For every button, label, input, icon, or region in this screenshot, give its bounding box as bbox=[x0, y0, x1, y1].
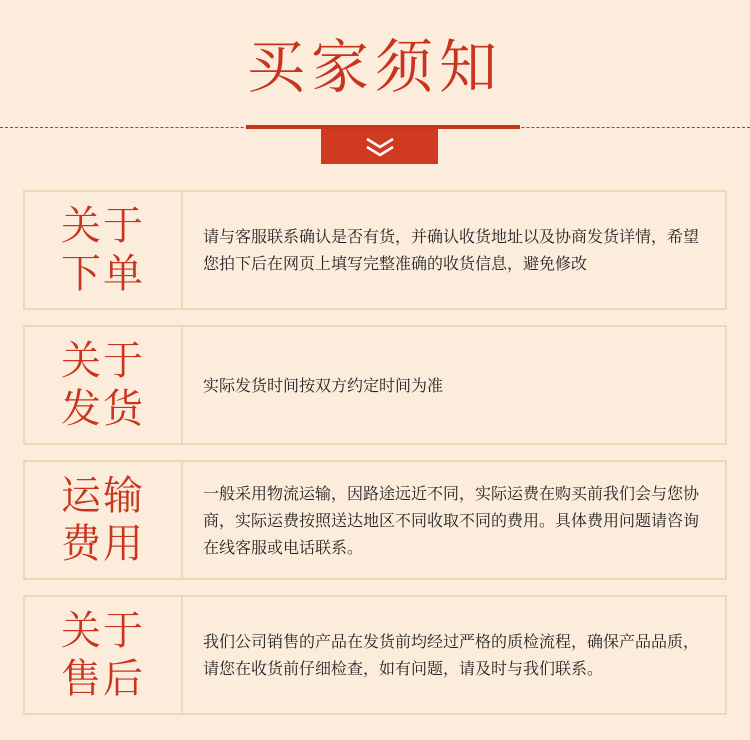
section-heading-line1: 关于 bbox=[61, 203, 145, 249]
section-heading bbox=[25, 327, 183, 443]
page-title: 买家须知 bbox=[246, 33, 503, 101]
section-text: 一般采用物流运输，因路途远近不同，实际运费在购买前我们会与您协商，实际运费按照送达地区不同收取不同的费用。具体费用问题请咨询在线客服或电话联系。 bbox=[203, 483, 700, 557]
double-chevron-down-icon bbox=[363, 136, 397, 158]
section-heading-line2: 发货 bbox=[61, 386, 145, 432]
section-heading-line1: 运输 bbox=[61, 473, 145, 519]
section-heading-line1: 关于 bbox=[61, 338, 145, 384]
section-heading-line2: 售后 bbox=[61, 656, 145, 702]
section-heading-line2: 费用 bbox=[61, 521, 145, 567]
section-card-freight bbox=[23, 460, 727, 580]
section-heading-line2: 下单 bbox=[61, 251, 145, 297]
section-heading bbox=[25, 597, 183, 713]
section-heading-line1: 关于 bbox=[61, 608, 145, 654]
chevron-badge bbox=[321, 129, 438, 164]
section-heading bbox=[25, 192, 183, 308]
section-heading bbox=[25, 462, 183, 578]
section-text: 请与客服联系确认是否有货，并确认收货地址以及协商发货详情，希望您拍下后在网页上填写完整准确的收货信息，避免修改 bbox=[203, 227, 700, 273]
section-card-order bbox=[23, 190, 727, 310]
section-card-after-sales bbox=[23, 595, 727, 715]
section-text: 实际发货时间按双方约定时间为准 bbox=[203, 375, 444, 395]
section-card-shipping bbox=[23, 325, 727, 445]
section-text: 我们公司销售的产品在发货前均经过严格的质检流程，确保产品品质，请您在收货前仔细检查，如有问题，请及时与我们联系。 bbox=[203, 632, 700, 678]
